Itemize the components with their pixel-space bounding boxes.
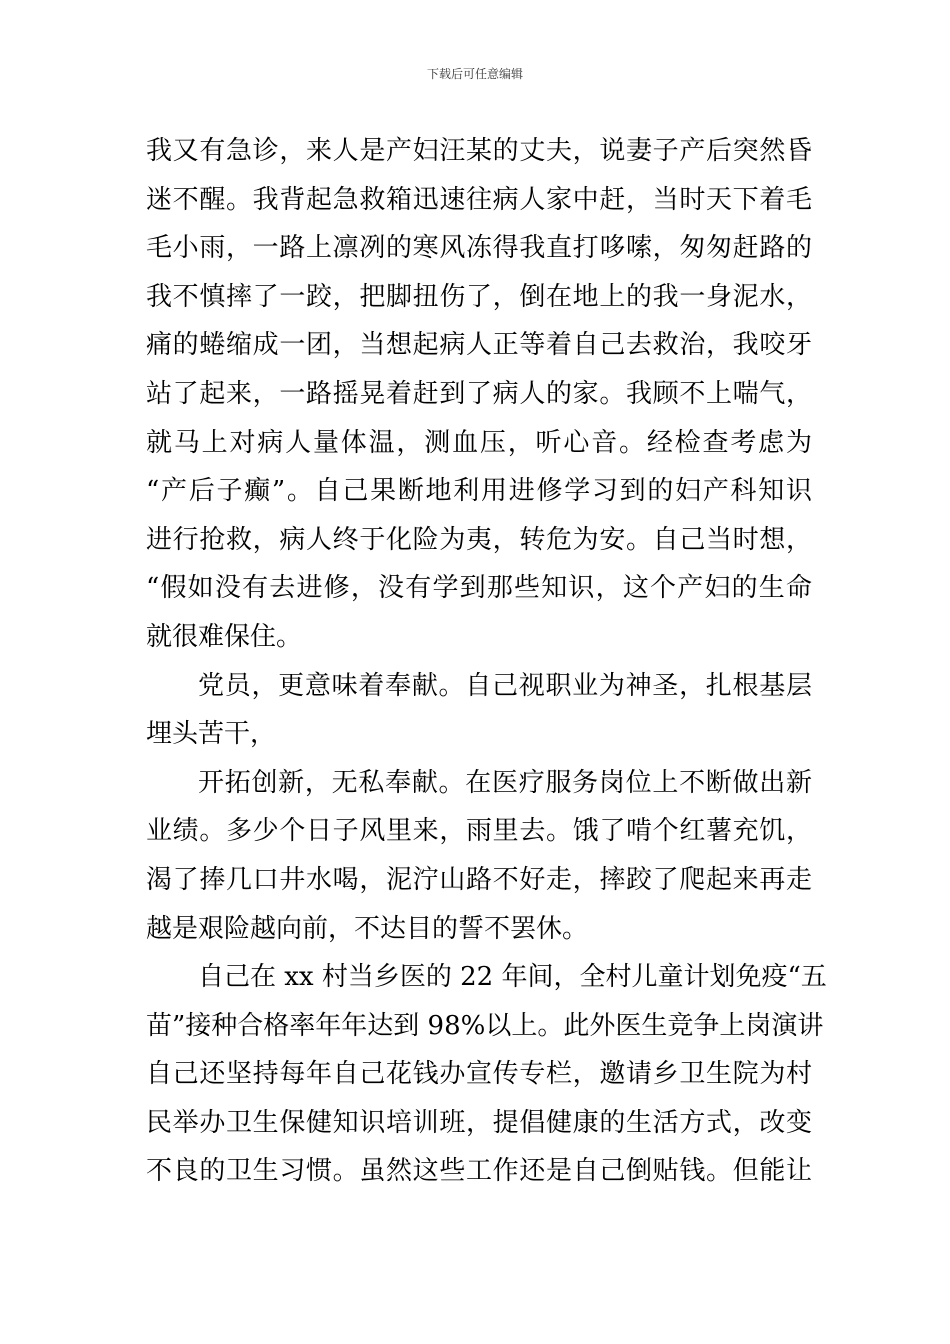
text-line: 不良的卫生习惯。虽然这些工作还是自己倒贴钱。但能让 xyxy=(146,1156,812,1187)
text-line: 我不慎摔了一跤，把脚扭伤了，倒在地上的我一身泥水， xyxy=(146,281,812,312)
text-line: 渴了捧几口井水喝，泥泞山路不好走，摔跤了爬起来再走 xyxy=(146,864,812,895)
text-line: 埋头苦干， xyxy=(146,719,277,750)
text-line: 痛的蜷缩成一团，当想起病人正等着自己去救治，我咬牙 xyxy=(146,330,812,361)
text-line: 越是艰险越向前，不达目的誓不罢休。 xyxy=(146,913,589,944)
text-line: 就马上对病人量体温，测血压，听心音。经检查考虑为 xyxy=(146,427,812,458)
text-line: 就很难保住。 xyxy=(146,621,303,652)
text-line: 党员，更意味着奉献。自己视职业为神圣，扎根基层 xyxy=(198,670,812,701)
text-line: “产后子癫”。自己果断地利用进修学习到的妇产科知识 xyxy=(146,476,812,507)
text-line: 迷不醒。我背起急救箱迅速往病人家中赶，当时天下着毛 xyxy=(146,184,812,215)
document-body xyxy=(146,127,827,1196)
text-line: 我又有急诊，来人是产妇汪某的丈夫，说妻子产后突然昏 xyxy=(146,136,812,166)
text-line: 自己还坚持每年自己花钱办宣传专栏，邀请乡卫生院为村 xyxy=(146,1059,812,1090)
text-line: 开拓创新，无私奉献。在医疗服务岗位上不断做出新 xyxy=(198,767,812,798)
text-line: 业绩。多少个日子风里来，雨里去。饿了啃个红薯充饥， xyxy=(146,816,812,847)
text-line: 站了起来，一路摇晃着赶到了病人的家。我顾不上喘气， xyxy=(146,378,812,409)
text-line: 苗”接种合格率年年达到 98%以上。此外医生竞争上岗演讲 xyxy=(146,1010,824,1041)
text-line: 毛小雨，一路上凛冽的寒风冻得我直打哆嗦，匆匆赶路的 xyxy=(146,233,812,264)
text-line: 进行抢救，病人终于化险为夷，转危为安。自己当时想， xyxy=(146,524,812,555)
text-line: 民举办卫生保健知识培训班，提倡健康的生活方式，改变 xyxy=(146,1107,812,1138)
page-header: 下载后可任意编辑 xyxy=(426,67,523,81)
text-line: 自己在 xx 村当乡医的 22 年间，全村儿童计划免疫“五 xyxy=(198,962,827,993)
text-line: “假如没有去进修，没有学到那些知识，这个产妇的生命 xyxy=(146,573,812,604)
